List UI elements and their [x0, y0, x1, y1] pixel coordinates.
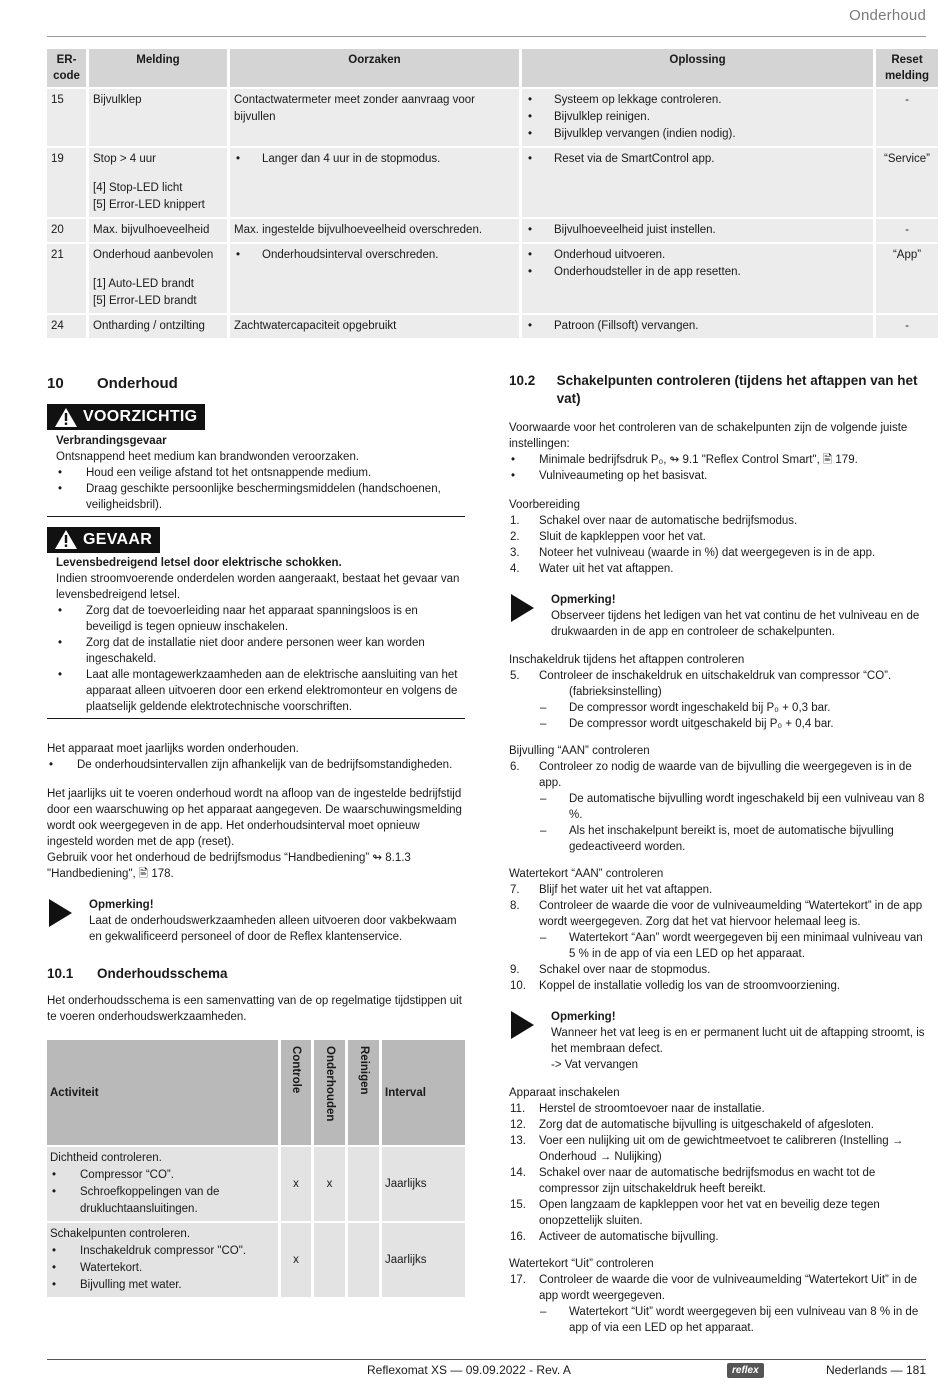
- error-message-line: Ontharding / ontzilting: [93, 320, 205, 332]
- step: 10. Koppel de installatie volledig los van de stroomvoorziening.: [510, 980, 841, 992]
- caution-badge-label: VOORZICHTIG: [83, 408, 198, 425]
- schedule-onderhouden-cell: x: [314, 1147, 345, 1221]
- step-text: Zorg dat de automatische bijvulling is uitgeschakeld of afgesloten.: [539, 1119, 874, 1131]
- step: [509, 1133, 927, 1165]
- step-number: 15.: [510, 1199, 526, 1211]
- page-header-title: Onderhoud: [849, 7, 926, 24]
- step-number: 11.: [510, 1103, 526, 1115]
- step-dash: – Watertekort “Aan” wordt weergegeven bij een minimaal vulniveau van 5 % in de app of via een LED op het apparaat.: [509, 930, 927, 962]
- note-title: Opmerking!: [551, 1011, 616, 1023]
- error-cause-cell: [230, 315, 519, 338]
- schedule-activity-bullet: • Schroefkoppelingen van de drukluchtaansluitingen.: [50, 1184, 275, 1218]
- intro-bullet: • Minimale bedrijfsdruk P₀, ↬ 9.1 "Reflex Control Smart", 🖹 179.: [509, 452, 927, 468]
- step: 9. Schakel over naar de stopmodus.: [510, 964, 711, 976]
- error-cause-cell: [230, 219, 519, 242]
- caution-badge: [47, 404, 205, 430]
- error-message-line: [4] Stop-LED licht: [93, 182, 183, 194]
- error-solution-cell: [522, 244, 873, 313]
- spacer: [93, 168, 223, 180]
- note-extra: -> Vat vervangen: [551, 1059, 639, 1071]
- error-solution-bullet: • Systeem op lekkage controleren.: [526, 92, 869, 109]
- error-message-line: Max. bijvulhoeveelheid: [93, 224, 210, 236]
- step-text: Schakel over naar de automatische bedrijfsmodus.: [539, 515, 798, 527]
- step-sub: (fabrieksinstelling): [569, 686, 662, 698]
- danger-text: Indien stroomvoerende onderdelen worden aangeraakt, bestaat het gevaar van levensbedreigend letsel.: [56, 573, 460, 601]
- note-arrow-icon: [509, 1010, 535, 1040]
- step-dash: – Als het inschakelpunt bereikt is, moet de automatische bijvulling gedeactiveerd worden.: [509, 823, 927, 855]
- schedule-controle-cell: x: [281, 1223, 311, 1297]
- error-cause-line: • Onderhoudsinterval overschreden.: [234, 247, 515, 264]
- section-10-1-heading: [47, 965, 465, 983]
- step-number: 13.: [510, 1135, 526, 1147]
- caution-bullet: • Draag geschikte persoonlijke beschermingsmiddelen (handschoenen, veiligheidsbril).: [56, 481, 465, 513]
- danger-bullet: • Laat alle montagewerkzaamheden aan de elektrische aansluiting van het apparaat alleen uitvoeren door een erkend elektromonteur en volgens de plaatselijk geldende elektrotechnische voorschriften.: [56, 667, 465, 715]
- error-table-row: [47, 148, 938, 217]
- section-number: 10: [47, 375, 64, 392]
- reflex-logo: reflex: [727, 1363, 764, 1378]
- step-number: 16.: [510, 1231, 526, 1243]
- section-title: Schakelpunten controleren (tijdens het aftappen van het vat): [556, 373, 918, 406]
- col-header-onderhouden: Onderhouden: [314, 1040, 345, 1145]
- error-solution-bullet: • Patroon (Fillsoft) vervangen.: [526, 318, 869, 335]
- warning-triangle-icon: [55, 408, 77, 427]
- error-code-cell: 19: [47, 148, 86, 217]
- step-number: 4.: [510, 563, 520, 575]
- error-solution-bullet: • Onderhoudsteller in de app resetten.: [526, 264, 869, 281]
- danger-heading: Levensbedreigend letsel door elektrische schokken.: [56, 557, 342, 569]
- error-code-cell: 20: [47, 219, 86, 242]
- schedule-reinigen-cell: [348, 1223, 379, 1297]
- section-10-2-heading: [509, 372, 927, 408]
- error-table-row: [47, 89, 938, 146]
- error-reset-cell: “App”: [876, 244, 938, 313]
- danger-bullet: • Zorg dat de installatie niet door andere personen weer kan worden ingeschakeld.: [56, 635, 465, 667]
- error-table-row: [47, 244, 938, 313]
- note-box: [47, 897, 465, 945]
- error-cause-cell: [230, 244, 519, 313]
- error-table-row: [47, 315, 938, 338]
- step-text: Voer een nulijking uit om de gewichtmeetvoet te calibreren (Instelling → Onderhoud → Nulijking): [539, 1135, 904, 1163]
- note-title: Opmerking!: [551, 594, 616, 606]
- caution-bullet: • Houd een veilige afstand tot het ontsnappende medium.: [56, 465, 465, 481]
- error-message-line: [5] Error-LED brandt: [93, 295, 197, 307]
- footer-document-info: Reflexomat XS — 09.09.2022 - Rev. A: [367, 1363, 571, 1377]
- error-solution-cell: [522, 148, 873, 217]
- step-text: Water uit het vat aftappen.: [539, 563, 674, 575]
- error-message-line: Onderhoud aanbevolen: [93, 249, 214, 261]
- error-table-header: [47, 49, 938, 87]
- caution-text: Ontsnappend heet medium kan brandwonden veroorzaken.: [56, 450, 360, 463]
- step: [509, 545, 927, 561]
- col-header-activiteit: Activiteit: [47, 1040, 278, 1145]
- step: 6. Controleer zo nodig de waarde van de bijvulling die weergegeven is in de app.: [510, 761, 912, 789]
- error-solution-bullet: • Bijvulhoeveelheid juist instellen.: [526, 222, 869, 239]
- step: [509, 1229, 927, 1245]
- step-text: Schakel over naar de automatische bedrijfsmodus en wacht tot de compressor zijn uitschakeldruk heeft bereikt.: [539, 1167, 876, 1195]
- header-divider: [47, 36, 926, 37]
- subsection-label: Watertekort “AAN” controleren: [509, 868, 664, 880]
- error-table: [44, 47, 941, 340]
- paragraph-reference: Gebruik voor het onderhoud de bedrijfsmodus “Handbediening” ↬ 8.1.3 "Handbediening", 🖹 178.: [47, 852, 411, 880]
- step-number: 1.: [510, 515, 520, 527]
- error-message-line: Stop > 4 uur: [93, 153, 156, 165]
- schedule-activity-bullet: • Compressor “CO”.: [50, 1167, 275, 1184]
- col-header-code: ER-code: [47, 49, 86, 87]
- error-message-cell: [89, 219, 227, 242]
- error-cause-line: Max. ingestelde bijvulhoeveelheid overschreden.: [234, 224, 483, 236]
- danger-bullet: • Zorg dat de toevoerleiding naar het apparaat spanningsloos is en beveiligd is tegen opnieuw inschakelen.: [56, 603, 465, 635]
- error-solution-bullet: • Reset via de SmartControl app.: [526, 151, 869, 168]
- step: 5. Controleer de inschakeldruk en uitschakeldruk van compressor “CO”.: [510, 670, 892, 682]
- step-dash: – Watertekort “Uit” wordt weergegeven bij een vulniveau van 8 % in de app of via een LED op het apparaat.: [509, 1304, 927, 1336]
- error-solution-cell: [522, 89, 873, 146]
- section-title: Onderhoudsschema: [97, 966, 228, 981]
- col-header-reset: Reset melding: [876, 49, 938, 87]
- note-text: Wanneer het vat leeg is en er permanent lucht uit de aftapping stroomt, is het membraan defect.: [551, 1027, 925, 1055]
- error-solution-cell: [522, 315, 873, 338]
- col-header-oorzaken: Oorzaken: [230, 49, 519, 87]
- error-code-cell: 21: [47, 244, 86, 313]
- note-text: Laat de onderhoudswerkzaamheden alleen uitvoeren door vakbekwaam en gekwalificeerd personeel of door de Reflex klantenservice.: [89, 915, 457, 943]
- footer-page-number: Nederlands — 181: [825, 1363, 926, 1377]
- error-reset-cell: -: [876, 315, 938, 338]
- schedule-row: [47, 1147, 465, 1221]
- error-message-cell: [89, 89, 227, 146]
- step-number: 14.: [510, 1167, 526, 1179]
- danger-box: [47, 527, 465, 720]
- error-solution-bullet: • Bijvulklep reinigen.: [526, 109, 869, 126]
- step-dash: – De compressor wordt uitgeschakeld bij P₀ + 0,4 bar.: [509, 716, 927, 732]
- schedule-row: [47, 1223, 465, 1297]
- schedule-activity-bullet: • Watertekort.: [50, 1260, 275, 1277]
- schedule-activity-cell: [47, 1223, 278, 1297]
- schedule-activity-bullet: • Bijvulling met water.: [50, 1277, 275, 1294]
- note-arrow-icon: [47, 898, 73, 928]
- danger-badge: [47, 527, 160, 553]
- startup-list: [509, 1101, 927, 1245]
- error-solution-cell: [522, 219, 873, 242]
- error-message-cell: [89, 244, 227, 313]
- step: [509, 529, 927, 545]
- footer-divider: [47, 1359, 926, 1360]
- error-cause-cell: [230, 89, 519, 146]
- caution-box: [47, 404, 465, 517]
- error-message-cell: [89, 148, 227, 217]
- step: [509, 1101, 927, 1117]
- step-number: 3.: [510, 547, 520, 559]
- left-column: [47, 374, 465, 1299]
- error-message-cell: [89, 315, 227, 338]
- col-header-controle: Controle: [281, 1040, 311, 1145]
- note-arrow-icon: [509, 593, 535, 623]
- step: [509, 1117, 927, 1133]
- step: [509, 513, 927, 529]
- step: 17. Controleer de waarde die voor de vulniveaumelding “Watertekort Uit” in de app wordt weergegeven.: [510, 1274, 917, 1302]
- col-header-interval: Interval: [382, 1040, 465, 1145]
- error-cause-line: Contactwatermeter meet zonder aanvraag voor bijvullen: [234, 94, 475, 123]
- error-reset-cell: “Service”: [876, 148, 938, 217]
- error-solution-bullet: • Bijvulklep vervangen (indien nodig).: [526, 126, 869, 143]
- error-reset-cell: -: [876, 89, 938, 146]
- paragraph: Het onderhoudsschema is een samenvatting van de op regelmatige tijdstippen uit te voeren onderhoudswerkzaamheden.: [47, 995, 462, 1023]
- subsection-label: Bijvulling “AAN” controleren: [509, 745, 650, 757]
- schedule-interval-cell: Jaarlijks: [382, 1147, 465, 1221]
- note-box: [509, 1009, 927, 1073]
- step: [509, 561, 927, 577]
- intro-bullet: • Vulniveaumeting op het basisvat.: [509, 468, 927, 484]
- section-number: 10.2: [509, 373, 536, 388]
- step-dash: – De automatische bijvulling wordt ingeschakeld bij een vulniveau van 8 %.: [509, 791, 927, 823]
- paragraph: Het jaarlijks uit te voeren onderhoud wordt na afloop van de ingestelde bedrijfstijd door een waarschuwing op het apparaat aangegeven. De waarschuwingsmelding wordt ook weergegeven in de app. Het onderhoudsinterval moet opnieuw ingesteld worden met de app (reset).: [47, 788, 462, 848]
- col-header-reinigen: Reinigen: [348, 1040, 379, 1145]
- step-number: 12.: [510, 1119, 526, 1131]
- schedule-reinigen-cell: [348, 1147, 379, 1221]
- step: [509, 1197, 927, 1229]
- error-message-line: [1] Auto-LED brandt: [93, 278, 195, 290]
- error-code-cell: 15: [47, 89, 86, 146]
- error-cause-cell: [230, 148, 519, 217]
- subsection-label: Voorbereiding: [509, 499, 580, 511]
- step: 8. Controleer de waarde die voor de vulniveaumelding “Watertekort” in de app wordt weergegeven. Zorg dat het vat hiervoor helemaal leeg is.: [510, 900, 923, 928]
- step-text: Open langzaam de kapkleppen voor het vat en beveilig deze tegen onopzettelijk sluiten.: [539, 1199, 880, 1227]
- subsection-label: Watertekort “Uit” controleren: [509, 1258, 654, 1270]
- note-text: Observeer tijdens het ledigen van het vat continu de het vulniveau en de drukwaarden in de app en controleer de schakelpunten.: [551, 610, 920, 638]
- note-title: Opmerking!: [89, 899, 154, 911]
- schedule-onderhouden-cell: [314, 1223, 345, 1297]
- step: [509, 1165, 927, 1197]
- section-title: Onderhoud: [97, 375, 178, 392]
- section-number: 10.1: [47, 966, 74, 981]
- error-message-line: [5] Error-LED knippert: [93, 199, 205, 211]
- error-solution-bullet: • Onderhoud uitvoeren.: [526, 247, 869, 264]
- step-text: Activeer de automatische bijvulling.: [539, 1231, 719, 1243]
- error-cause-line: Zachtwatercapaciteit opgebruikt: [234, 320, 397, 332]
- preparation-list: [509, 513, 927, 577]
- error-message-line: Bijvulklep: [93, 94, 142, 106]
- error-code-cell: 24: [47, 315, 86, 338]
- spacer: [93, 264, 223, 276]
- col-header-oplossing: Oplossing: [522, 49, 873, 87]
- paragraph: Voorwaarde voor het controleren van de schakelpunten zijn de volgende juiste instellingen:: [509, 422, 908, 450]
- maintenance-schedule-table: [44, 1038, 468, 1299]
- schedule-interval-cell: Jaarlijks: [382, 1223, 465, 1297]
- subsection-label: Inschakeldruk tijdens het aftappen controleren: [509, 654, 745, 666]
- step-text: Sluit de kapkleppen voor het vat.: [539, 531, 706, 543]
- step-dash: – De compressor wordt ingeschakeld bij P₀ + 0,3 bar.: [509, 700, 927, 716]
- col-header-melding: Melding: [89, 49, 227, 87]
- schedule-activity-title: Dichtheid controleren.: [50, 1152, 162, 1164]
- error-reset-cell: -: [876, 219, 938, 242]
- warning-triangle-icon: [55, 530, 77, 549]
- subsection-label: Apparaat inschakelen: [509, 1087, 620, 1099]
- step-text: Herstel de stroomtoevoer naar de installatie.: [539, 1103, 765, 1115]
- danger-badge-label: GEVAAR: [83, 530, 153, 548]
- section-10-heading: [47, 374, 465, 394]
- step: 7. Blijf het water uit het vat aftappen.: [510, 884, 713, 896]
- error-table-row: [47, 219, 938, 242]
- paragraph: Het apparaat moet jaarlijks worden onderhouden.: [47, 743, 299, 755]
- error-cause-line: • Langer dan 4 uur in de stopmodus.: [234, 151, 515, 168]
- schedule-activity-bullet: • Inschakeldruk compressor "CO".: [50, 1243, 275, 1260]
- schedule-controle-cell: x: [281, 1147, 311, 1221]
- caution-heading: Verbrandingsgevaar: [56, 434, 167, 447]
- note-box: [509, 592, 927, 640]
- step-text: Noteer het vulniveau (waarde in %) dat weergegeven is in de app.: [539, 547, 876, 559]
- step-number: 2.: [510, 531, 520, 543]
- right-column: [509, 372, 927, 1336]
- schedule-activity-title: Schakelpunten controleren.: [50, 1228, 191, 1240]
- schedule-activity-cell: [47, 1147, 278, 1221]
- paragraph-bullet: • De onderhoudsintervallen zijn afhankelijk van de bedrijfsomstandigheden.: [47, 757, 465, 773]
